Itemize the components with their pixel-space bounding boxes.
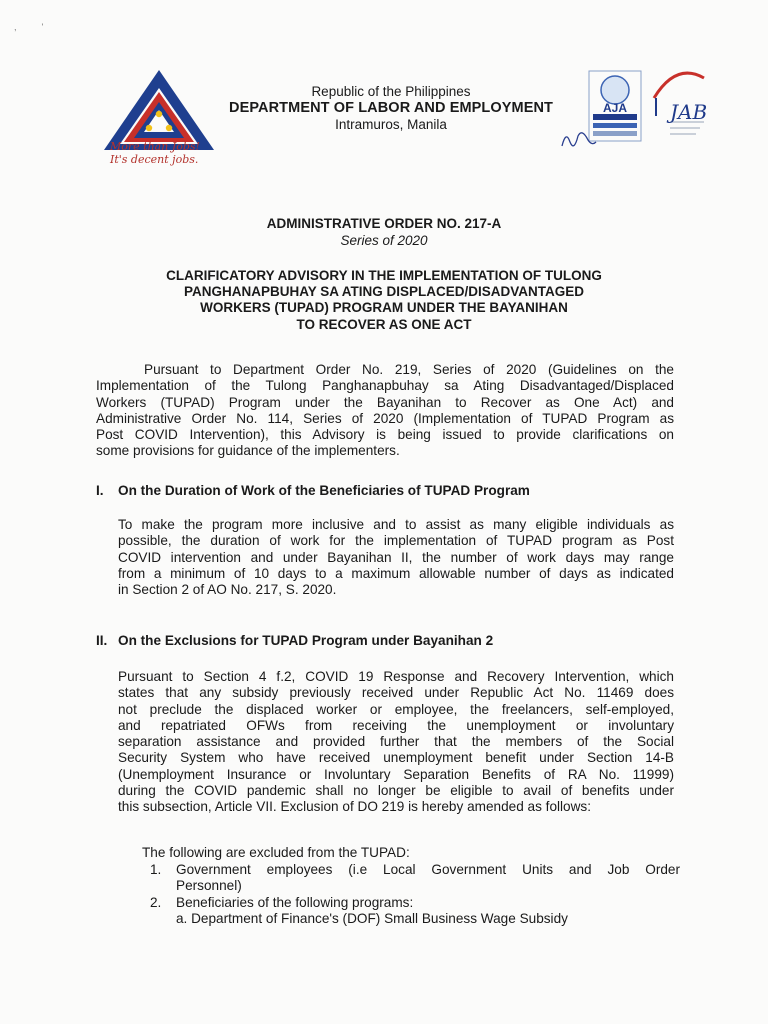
- exclusion-list-intro: The following are excluded from the TUPAD:: [142, 845, 410, 860]
- document-title: [110, 268, 658, 333]
- paragraph-line: (Unemployment Insurance or Involuntary Separation Benefits of RA No. 11999): [118, 766, 674, 782]
- intro-paragraph: [96, 362, 674, 460]
- list-item: [150, 862, 680, 895]
- list-item-line: a. Department of Finance's (DOF) Small Business Wage Subsidy: [176, 910, 568, 926]
- department-name: DEPARTMENT OF LABOR AND EMPLOYMENT: [229, 100, 553, 116]
- list-item-line: Government employees (i.e Local Government Units and Job Order: [176, 862, 680, 877]
- list-item-line: Personnel): [176, 878, 242, 894]
- title-line-1: CLARIFICATORY ADVISORY IN THE IMPLEMENTATION OF TULONG: [166, 268, 602, 283]
- dole-motto: [110, 140, 220, 166]
- section-2-heading: [96, 633, 493, 648]
- paragraph-line: COVID intervention and under Bayanihan II, the number of work days may range: [118, 549, 674, 565]
- motto-line-2: It's decent jobs.: [110, 153, 199, 166]
- list-item-number: 2.: [150, 894, 162, 910]
- section-1-paragraph: [118, 517, 674, 598]
- letterhead: [226, 84, 556, 133]
- paragraph-line: Security System who have received unemployment benefit under Section 14-B: [118, 750, 674, 766]
- paragraph-line: not preclude the displaced worker or employee, the freelancers, self-employed,: [118, 701, 674, 717]
- order-series: Series of 2020: [340, 233, 428, 248]
- list-item: [150, 895, 680, 928]
- paragraph-line: during the COVID pandemic shall no longer be eligible to avail of benefits under: [118, 783, 674, 799]
- motto-line-1: More than Jobs!: [110, 140, 200, 153]
- paragraph-line: some provisions for guidance of the implementers.: [96, 443, 400, 459]
- paragraph-line: this subsection, Article VII. Exclusion of DO 219 is hereby amended as follows:: [118, 799, 591, 815]
- section-2-title: On the Exclusions for TUPAD Program under Bayanihan 2: [118, 633, 494, 648]
- section-1-heading: [96, 483, 530, 498]
- paragraph-line: possible, the duration of work for the implementation of TUPAD program as Post: [118, 533, 674, 549]
- paragraph-line: separation assistance and provided further that the members of the Social: [118, 734, 674, 750]
- title-line-2: PANGHANAPBUHAY SA ATING DISPLACED/DISADVANTAGED: [183, 284, 585, 300]
- scan-marks: , ': [14, 22, 44, 32]
- section-2-paragraph: [118, 669, 674, 816]
- paragraph-line: Pursuant to Department Order No. 219, Series of 2020 (Guidelines on the: [144, 362, 674, 377]
- paragraph-line: To make the program more inclusive and to assist as many eligible individuals as: [118, 517, 674, 532]
- paragraph-line: in Section 2 of AO No. 217, S. 2020.: [118, 582, 337, 598]
- department-location: Intramuros, Manila: [335, 117, 447, 132]
- list-item-number: 1.: [150, 862, 162, 877]
- section-1-number: I.: [96, 483, 104, 498]
- title-line-3: WORKERS (TUPAD) PROGRAM UNDER THE BAYANIHAN: [200, 300, 568, 316]
- paragraph-line: Post COVID Intervention), this Advisory is being issued to provide clarifications on: [96, 427, 674, 443]
- paragraph-line: Administrative Order No. 114, Series of 2020 (Implementation of TUPAD Program as: [96, 410, 674, 426]
- paragraph-line: Workers (TUPAD) Program under the Bayanihan to Recover as One Act) and: [96, 394, 674, 410]
- republic-label: Republic of the Philippines: [311, 84, 471, 99]
- paragraph-line: and repatriated OFWs from receiving the unemployment or involuntary: [118, 717, 674, 733]
- jab-label: JAB: [670, 100, 708, 124]
- exclusion-list: [150, 862, 680, 927]
- paragraph-line: Pursuant to Section 4 f.2, COVID 19 Response and Recovery Intervention, which: [118, 669, 674, 684]
- title-line-4: TO RECOVER AS ONE ACT: [296, 316, 472, 332]
- signature-icon: [558, 124, 598, 154]
- paragraph-line: from a minimum of 10 days to a maximum allowable number of days as indicated: [118, 565, 674, 581]
- list-item-line: Beneficiaries of the following programs:: [176, 894, 414, 910]
- section-2-number: II.: [96, 633, 108, 648]
- paragraph-line: states that any subsidy previously received under Republic Act No. 11469 does: [118, 685, 674, 701]
- order-title: ADMINISTRATIVE ORDER NO. 217-A: [266, 216, 502, 231]
- section-1-title: On the Duration of Work of the Beneficiaries of TUPAD Program: [118, 483, 530, 498]
- paragraph-line: Implementation of the Tulong Panghanapbuhay sa Ating Disadvantaged/Displaced: [96, 378, 674, 394]
- aja-label: AJA: [602, 101, 627, 115]
